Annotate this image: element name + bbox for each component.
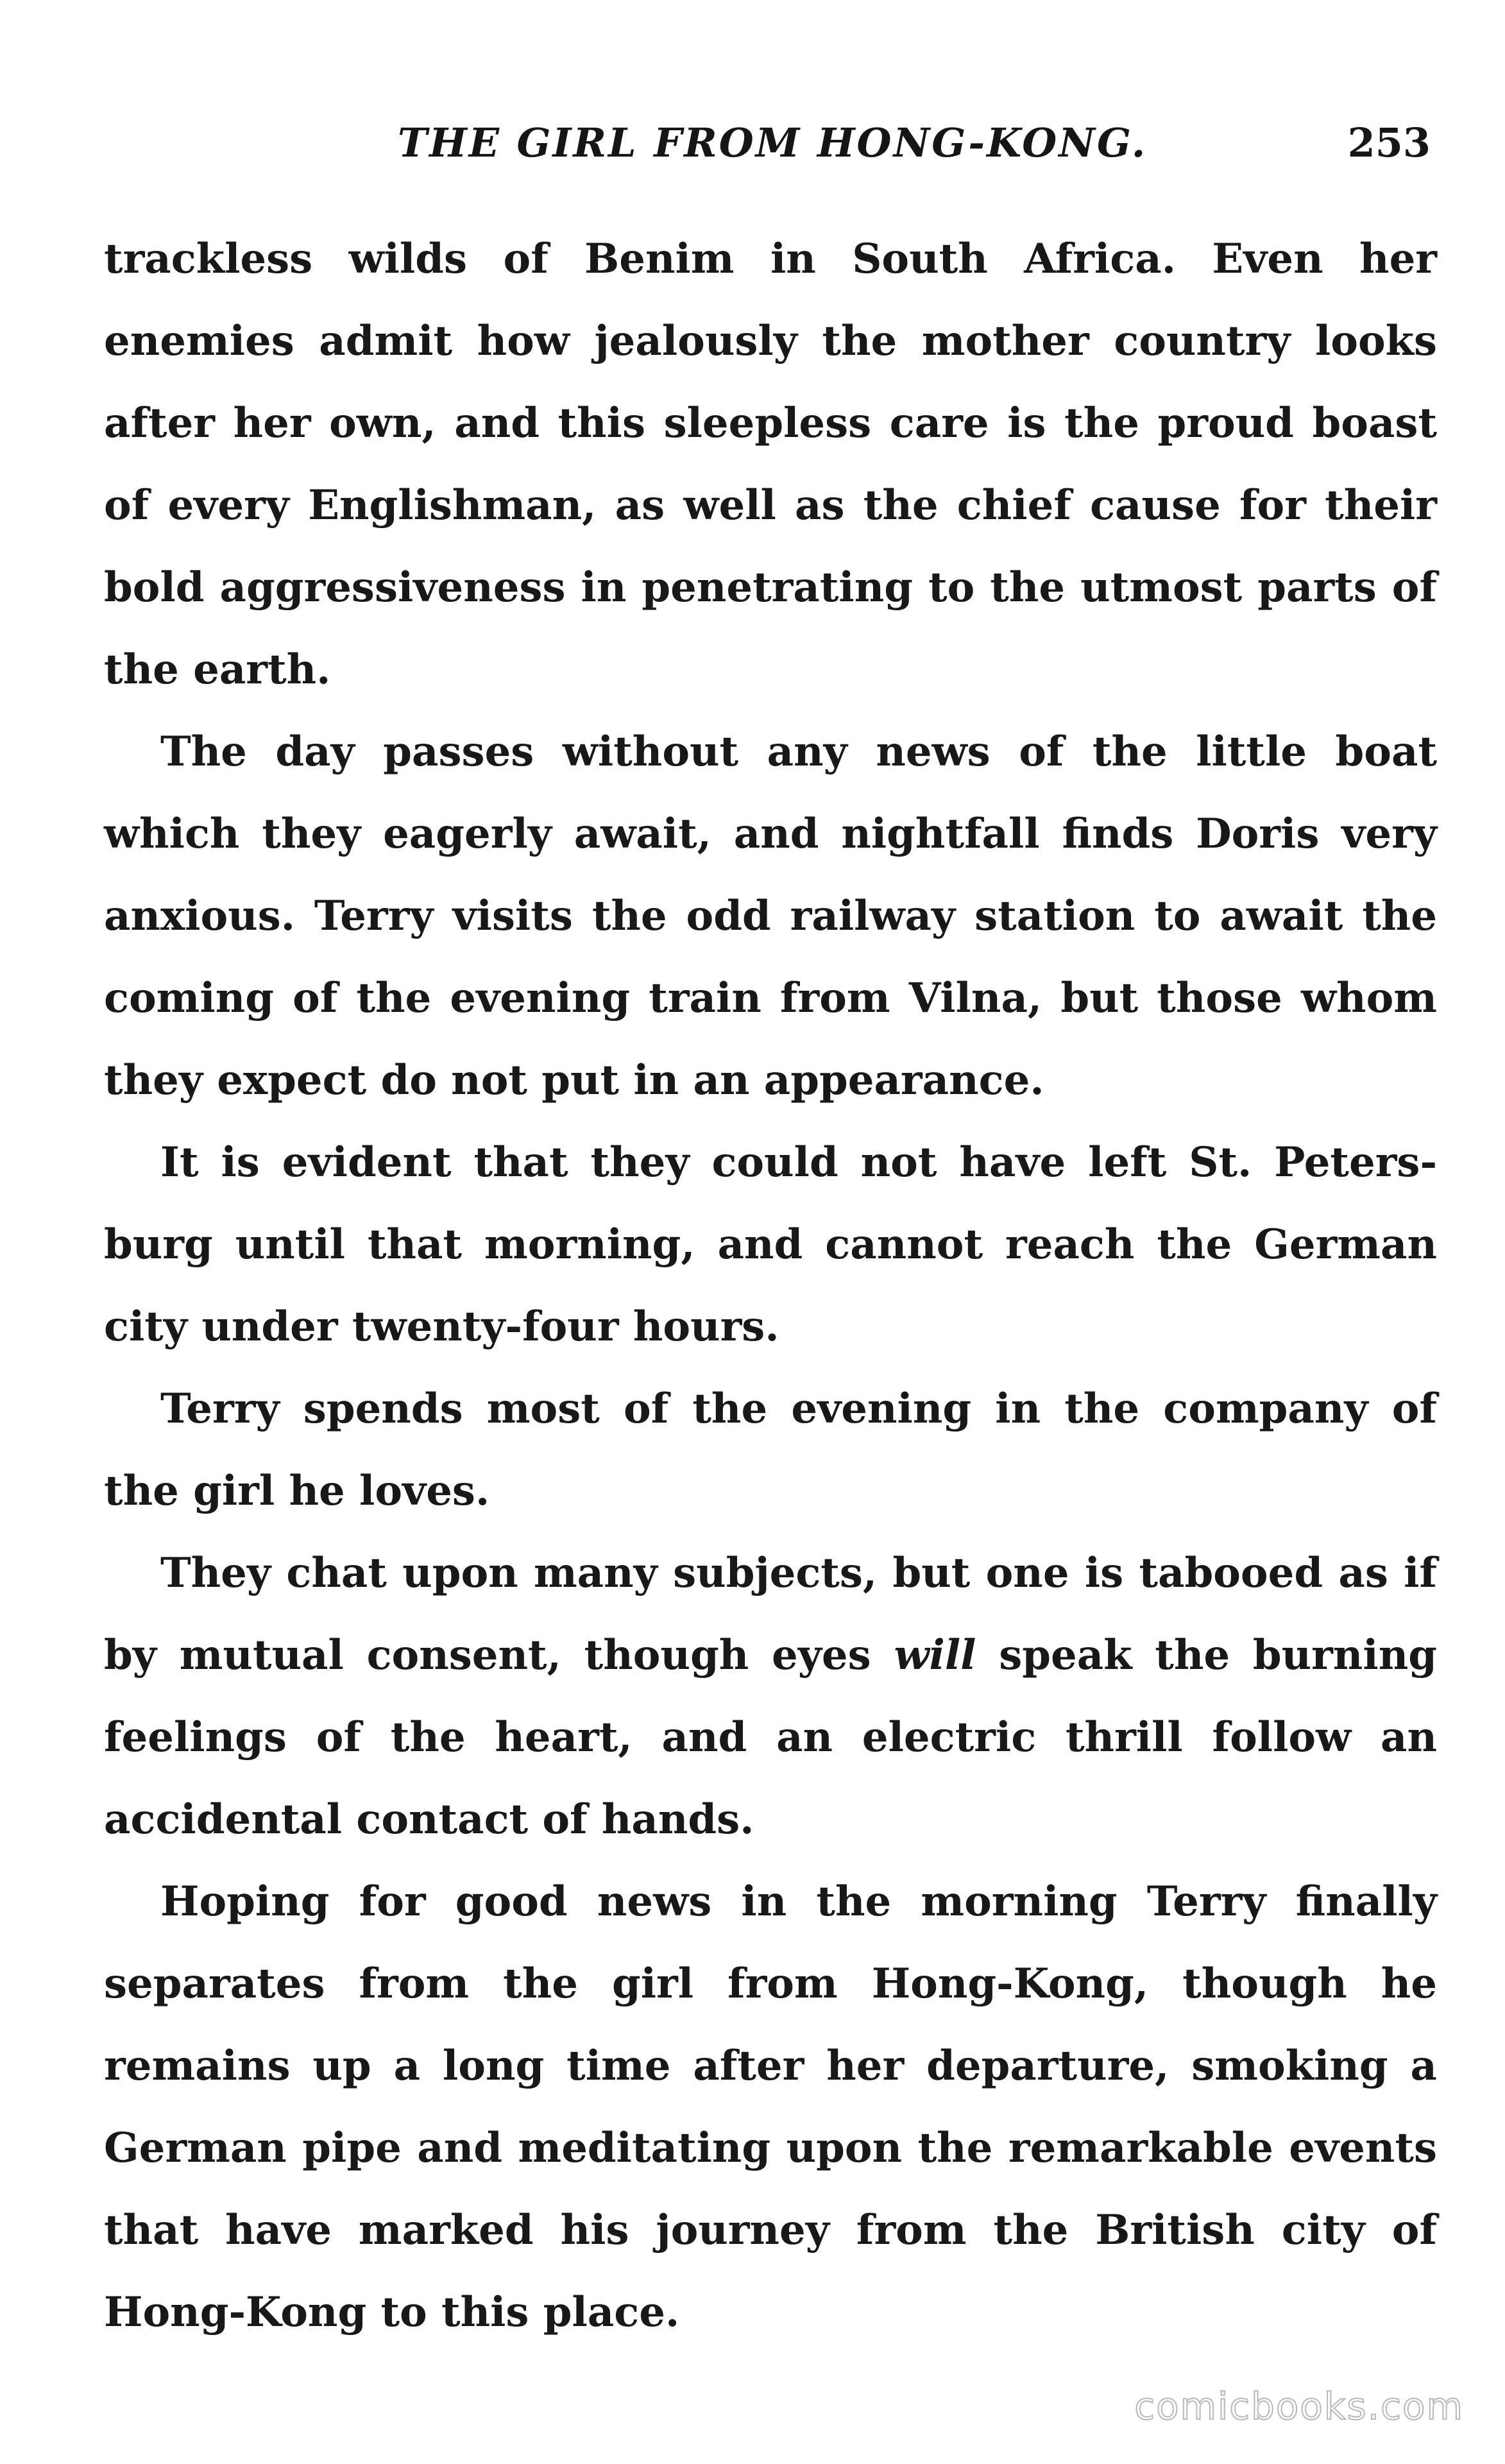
paragraph-5 bbox=[104, 1532, 1437, 1861]
line: enemies admit how jealously the mother country looks bbox=[104, 317, 1437, 365]
line: after her own, and this sleepless care is the proud boast bbox=[104, 399, 1437, 447]
line: bold aggressiveness in penetrating to the utmost parts bbox=[104, 563, 1392, 612]
line: which they eagerly await, and nightfall finds Doris very bbox=[104, 810, 1437, 858]
line: the coming of the evening train from Vilna, but those bbox=[104, 892, 1437, 1022]
line: anxious. Terry visits the odd railway station to await bbox=[104, 892, 1363, 940]
line: It is evident that they could not have left St. Peters- bbox=[160, 1138, 1437, 1186]
line: The day passes without any news of the little boat bbox=[160, 728, 1437, 776]
text-run: speak the burning feelings of the heart, and an electric thrill follow an accidental contact of hands. bbox=[104, 1631, 1438, 1844]
paragraph-1 bbox=[104, 218, 1437, 711]
line: city under twenty-four hours. bbox=[104, 1303, 779, 1351]
watermark: comicbooks.com bbox=[1134, 2384, 1464, 2428]
text-run: They chat upon many subjects, but one is tabooed as if by mutual consent, though eyes bbox=[104, 1549, 1437, 1679]
running-title: THE GIRL FROM HONG-KONG. bbox=[398, 119, 1148, 166]
line: whom they expect do not put in an appearance. bbox=[104, 974, 1437, 1104]
line: trackless wilds of Benim in South Africa. Even her bbox=[104, 235, 1437, 283]
line: that have marked his journey from the British city of bbox=[104, 2206, 1437, 2254]
paragraph-3 bbox=[104, 1122, 1437, 1368]
line: of every Englishman, as well as the chief cause for their bbox=[104, 481, 1437, 529]
line: of the earth. bbox=[104, 563, 1437, 694]
running-head bbox=[104, 119, 1437, 177]
line: the girl he loves. bbox=[104, 1467, 490, 1515]
paragraph-2 bbox=[104, 711, 1437, 1122]
line: Hoping for good news in the morning Terry finally bbox=[160, 1878, 1437, 1926]
paragraph-6 bbox=[104, 1861, 1437, 2354]
paragraph-4 bbox=[104, 1368, 1437, 1532]
page-number: 253 bbox=[1347, 119, 1431, 166]
line: Hong-Kong to this place. bbox=[104, 2288, 680, 2336]
line: Terry spends most of the evening in the company of bbox=[160, 1385, 1437, 1433]
emphasis: will bbox=[894, 1631, 976, 1679]
line: burg until that morning, and cannot reach the German bbox=[104, 1220, 1437, 1269]
line: separates from the girl from Hong-Kong, though he bbox=[104, 1960, 1437, 2008]
body-text bbox=[104, 218, 1437, 2354]
line: German pipe and meditating upon the remarkable events bbox=[104, 2124, 1437, 2172]
line: remains up a long time after her departure, smoking a bbox=[104, 2042, 1437, 2090]
